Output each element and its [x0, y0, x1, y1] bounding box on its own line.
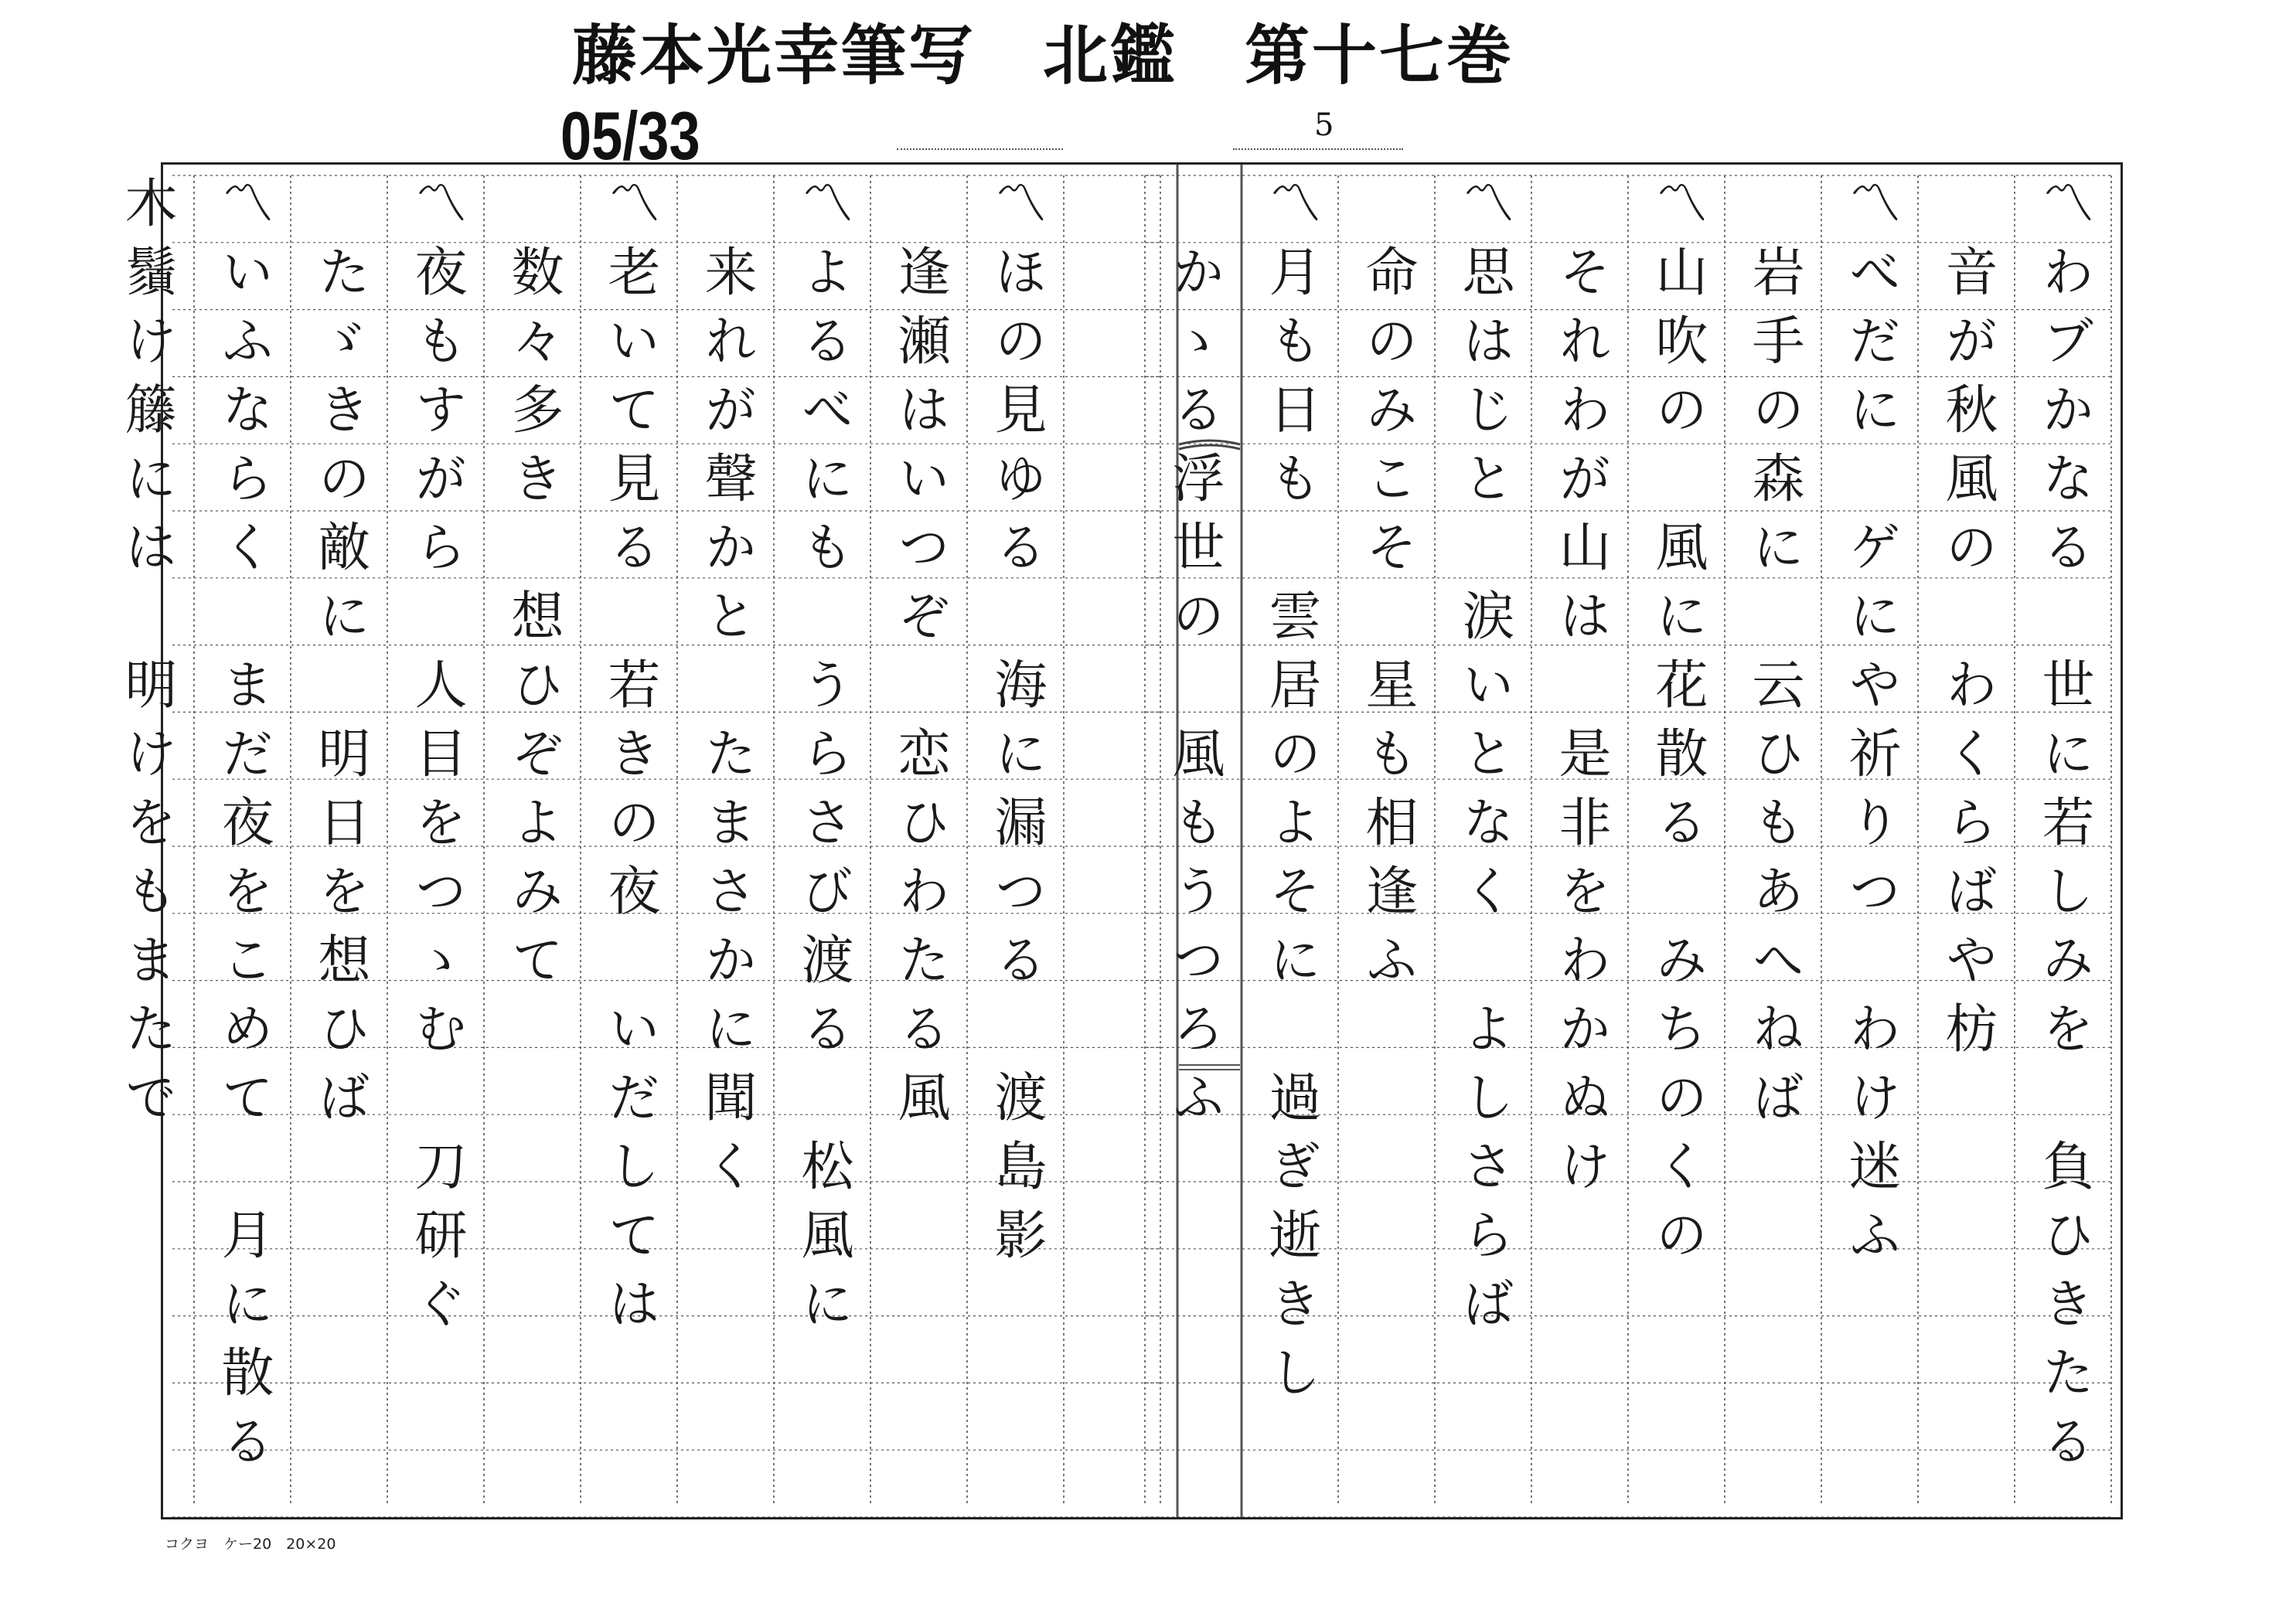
- manuscript-column: 〽思はじと 涙いとなく よしさらば: [1453, 175, 1514, 1345]
- manuscript-column: 音が秋風の わくらばや枋: [1937, 175, 1998, 1070]
- manuscript-column: たゞきの敵に 明日を想ひば: [309, 175, 370, 1138]
- header-rule-right: [1233, 148, 1403, 150]
- manuscript-column: 〽ほの見ゆる 海に漏つる 渡島影: [986, 175, 1047, 1276]
- manuscript-column: 〽よるべにも うらさび渡る 松風に: [792, 175, 853, 1345]
- manuscript-column: 木鬚け籐には 明けをもまたで: [116, 175, 177, 1138]
- manuscript-column: 命のみこそ 星も相逢ふ: [1357, 175, 1418, 1001]
- page-title: 藤本光幸筆写 北鑑 第十七巻: [572, 18, 1514, 94]
- manuscript-column: 〽夜もすがら 人目をつゝむ 刀研ぐ: [406, 175, 467, 1345]
- manuscript-column: 逢瀬はいつぞ 恋ひわたる風: [889, 175, 950, 1138]
- manuscript-column: 岩手の森に 云ひもあへねば: [1743, 175, 1804, 1138]
- paper-label: コクヨ ケー20 20×20: [165, 1536, 336, 1553]
- manuscript-column: 〽山吹の 風に花散る みちのくの: [1647, 175, 1708, 1276]
- manuscript-column: 〽べだに ゲにや祈りつ わけ迷ふ: [1840, 175, 1901, 1276]
- manuscript-sheet: [116, 162, 2123, 1519]
- header-rule-left: [897, 148, 1063, 150]
- manuscript-column: 〽月も日も 雲居のよそに 過ぎ逝きし: [1260, 175, 1321, 1414]
- manuscript-column: 〽わブかなる 世に若しみを 負ひきたる: [2033, 175, 2094, 1482]
- manuscript-column: かゝる浮世の 風もうつろふ: [1163, 175, 1225, 1138]
- manuscript-column: 〽老いて見る 若きの夜 いだしては: [599, 175, 660, 1345]
- manuscript-column: それわが山は 是非をわかぬけ: [1550, 175, 1611, 1207]
- manuscript-column: 〽いふならく まだ夜をこめて 月に散る: [213, 175, 274, 1482]
- manuscript-column: 数々多き 想ひぞよみて: [502, 175, 564, 1001]
- handwritten-page-mark: 5: [1314, 107, 1334, 143]
- page-number: 05/33: [560, 97, 700, 174]
- manuscript-column: 来れが聲かと たまさかに聞く: [696, 175, 757, 1207]
